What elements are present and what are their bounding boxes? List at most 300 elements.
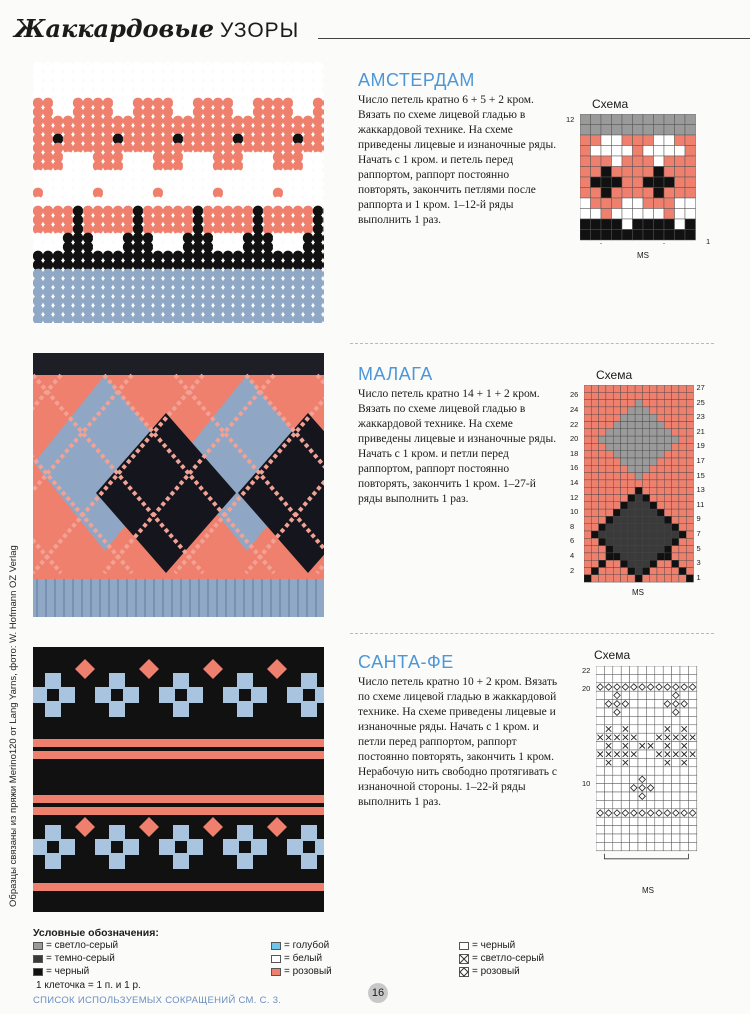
schema-cell xyxy=(642,546,649,553)
schema-cell xyxy=(672,666,680,674)
stitch xyxy=(323,296,324,307)
schema-cell xyxy=(622,167,633,178)
schema-cell xyxy=(679,516,686,523)
schema-cell xyxy=(601,146,612,157)
schema-cell xyxy=(628,422,635,429)
schema-cell xyxy=(655,792,663,800)
schema-cell xyxy=(630,691,638,699)
schema-cell xyxy=(591,422,598,429)
schema-cell xyxy=(622,188,633,199)
schema-cell xyxy=(672,742,680,750)
schema-cell xyxy=(606,575,613,582)
schema-cell xyxy=(596,817,604,825)
schema-cell xyxy=(580,114,591,125)
schema-cell xyxy=(621,524,628,531)
schema-cell xyxy=(672,784,680,792)
schema-cell xyxy=(686,436,693,443)
schema-cell xyxy=(612,135,623,146)
schema-cell xyxy=(613,451,620,458)
schema-cell xyxy=(664,502,671,509)
schema-cell xyxy=(613,716,621,724)
stitch xyxy=(233,314,243,323)
schema-cell xyxy=(664,487,671,494)
schema-cell xyxy=(628,436,635,443)
row-number: 4 xyxy=(570,550,575,560)
divider xyxy=(350,633,714,634)
schema-cell xyxy=(680,817,688,825)
schema-cell xyxy=(672,725,680,733)
schema-cell xyxy=(672,553,679,560)
swatch-diamond xyxy=(459,967,469,977)
schema-cell xyxy=(642,480,649,487)
schema-cell xyxy=(642,531,649,538)
schema-cell xyxy=(654,135,665,146)
schema-cell xyxy=(628,553,635,560)
schema-cell xyxy=(654,230,665,241)
schema-cell xyxy=(657,575,664,582)
schema-cell xyxy=(679,429,686,436)
schema-cell xyxy=(642,451,649,458)
schema-cell xyxy=(613,792,621,800)
row-number: 2 xyxy=(570,565,575,575)
schema-cell xyxy=(613,407,620,414)
schema-cell xyxy=(679,451,686,458)
schema-cell xyxy=(599,524,606,531)
schema-cell xyxy=(630,817,638,825)
schema-cell xyxy=(591,465,598,472)
schema-cell xyxy=(584,465,591,472)
schema-cell xyxy=(633,188,644,199)
schema-cell xyxy=(606,516,613,523)
motif xyxy=(45,853,61,869)
schema-cell xyxy=(679,560,686,567)
schema-cell xyxy=(650,509,657,516)
row-number: 15 xyxy=(696,470,705,480)
row-number: 14 xyxy=(570,477,579,487)
schema-cell xyxy=(591,146,602,157)
schema-cell xyxy=(672,458,679,465)
schema-cell xyxy=(672,407,679,414)
schema-cell xyxy=(591,414,598,421)
schema-cell xyxy=(584,480,591,487)
schema-cell xyxy=(679,436,686,443)
schema-cell xyxy=(663,666,671,674)
schema-cell xyxy=(584,531,591,538)
schema-cell xyxy=(633,135,644,146)
schema-cell xyxy=(688,725,696,733)
schema-cell xyxy=(621,531,628,538)
stitch xyxy=(223,314,233,323)
schema-cell xyxy=(664,436,671,443)
schema-cell xyxy=(635,524,642,531)
stripe xyxy=(33,807,324,815)
schema-cell xyxy=(599,465,606,472)
row-number: 1 xyxy=(706,237,711,246)
schema-cell xyxy=(679,443,686,450)
schema-cell xyxy=(672,487,679,494)
row-number: 17 xyxy=(696,456,705,465)
schema-cell xyxy=(654,156,665,167)
schema-cell xyxy=(591,407,598,414)
schema-cell xyxy=(663,674,671,682)
schema-cell xyxy=(613,568,620,575)
stitch xyxy=(323,224,324,235)
motif-center xyxy=(48,842,58,852)
schema-cell xyxy=(650,385,657,392)
ms-label: MS xyxy=(632,588,644,597)
schema-cell xyxy=(650,436,657,443)
schema-cell xyxy=(612,177,623,188)
schema-cell xyxy=(657,538,664,545)
stitch xyxy=(173,314,183,323)
schema-cell xyxy=(672,842,680,850)
row-number: 1 xyxy=(696,572,701,582)
stitch xyxy=(33,314,43,323)
schema-cell xyxy=(664,422,671,429)
schema-cell xyxy=(606,385,613,392)
row-number: 19 xyxy=(696,441,705,451)
stitch xyxy=(213,314,223,323)
schema-cell xyxy=(646,767,654,775)
schema-cell xyxy=(628,400,635,407)
schema-cell xyxy=(663,842,671,850)
schema-cell xyxy=(630,708,638,716)
schema-cell xyxy=(679,502,686,509)
schema-cell xyxy=(635,414,642,421)
schema-cell xyxy=(599,495,606,502)
schema-cell xyxy=(599,568,606,575)
schema-cell xyxy=(642,407,649,414)
schema-cell xyxy=(604,674,612,682)
schema-cell xyxy=(679,524,686,531)
schema-cell xyxy=(621,487,628,494)
schema-cell xyxy=(628,538,635,545)
schema-cell xyxy=(604,775,612,783)
photo-malaga xyxy=(33,353,324,617)
schema-cell xyxy=(688,666,696,674)
schema-cell xyxy=(606,568,613,575)
schema-cell xyxy=(663,767,671,775)
schema-cell xyxy=(621,516,628,523)
schema-cell xyxy=(591,429,598,436)
schema-cell xyxy=(613,817,621,825)
schema-label: Схема xyxy=(596,368,633,382)
schema-cell xyxy=(642,414,649,421)
schema-cell xyxy=(599,407,606,414)
stitch xyxy=(43,314,53,323)
schema-cell xyxy=(655,716,663,724)
legend-item: = светло-серый xyxy=(459,953,544,964)
schema-cell xyxy=(630,742,638,750)
schema-cell xyxy=(633,230,644,241)
schema-cell xyxy=(643,188,654,199)
schema-cell xyxy=(664,198,675,209)
schema-cell xyxy=(664,553,671,560)
schema-cell xyxy=(664,400,671,407)
schema-cell xyxy=(672,531,679,538)
schema-cell xyxy=(613,487,620,494)
schema-cell xyxy=(664,230,675,241)
schema-cell xyxy=(664,538,671,545)
schema-cell xyxy=(642,516,649,523)
schema-cell xyxy=(679,480,686,487)
schema-cell xyxy=(672,392,679,399)
schema-cell xyxy=(621,575,628,582)
schema-cell xyxy=(663,716,671,724)
schema-cell xyxy=(655,708,663,716)
schema-cell xyxy=(688,674,696,682)
schema-cell xyxy=(596,834,604,842)
schema-cell xyxy=(663,834,671,842)
schema-cell xyxy=(584,538,591,545)
schema-cell xyxy=(604,708,612,716)
schema-cell xyxy=(686,458,693,465)
schema-cell xyxy=(584,560,591,567)
schema-cell xyxy=(654,198,665,209)
schema-cell xyxy=(686,575,693,582)
schema-cell xyxy=(680,691,688,699)
schema-cell xyxy=(628,495,635,502)
schema-cell xyxy=(664,146,675,157)
schema-cell xyxy=(621,826,629,834)
schema-cell xyxy=(657,553,664,560)
schema-cell xyxy=(664,524,671,531)
schema-cell xyxy=(643,209,654,220)
schema-cell xyxy=(635,392,642,399)
row-number: 11 xyxy=(696,499,705,509)
schema-cell xyxy=(606,480,613,487)
schema-cell xyxy=(612,230,623,241)
section-title: МАЛАГА xyxy=(358,364,433,384)
schema-cell xyxy=(664,451,671,458)
stitch xyxy=(323,125,324,136)
schema-cell xyxy=(655,842,663,850)
schema-cell xyxy=(635,531,642,538)
schema-cell xyxy=(630,716,638,724)
schema-cell xyxy=(646,708,654,716)
schema-cell xyxy=(688,708,696,716)
schema-cell xyxy=(628,531,635,538)
schema-cell xyxy=(642,458,649,465)
knit-band xyxy=(33,353,324,375)
schema-cell xyxy=(613,784,621,792)
schema-cell xyxy=(679,422,686,429)
schema-cell xyxy=(635,443,642,450)
schema-cell xyxy=(672,674,680,682)
schema-cell xyxy=(628,560,635,567)
schema-cell xyxy=(628,502,635,509)
schema-cell xyxy=(650,465,657,472)
stripe xyxy=(33,739,324,747)
photo-credit: Образцы связаны из пряжи Merino120 от Lang Yarns, фото: W. Hofmann OZ Verlag xyxy=(8,545,19,907)
schema-cell xyxy=(638,716,646,724)
motif xyxy=(173,825,189,841)
schema-cell xyxy=(591,385,598,392)
schema-cell xyxy=(685,198,696,209)
schema-cell xyxy=(613,767,621,775)
schema-cell xyxy=(591,209,602,220)
motif-center xyxy=(240,690,250,700)
schema-cell xyxy=(584,407,591,414)
schema-cell xyxy=(601,188,612,199)
schema-cell xyxy=(584,575,591,582)
schema-cell xyxy=(638,767,646,775)
schema-cell xyxy=(621,407,628,414)
motif xyxy=(173,701,189,717)
schema-cell xyxy=(622,219,633,230)
schema-cell xyxy=(638,842,646,850)
motif xyxy=(109,853,125,869)
schema-cell xyxy=(580,230,591,241)
schema-cell xyxy=(599,436,606,443)
schema-cell xyxy=(606,465,613,472)
ms-bracket xyxy=(601,243,664,244)
schema-cell xyxy=(686,407,693,414)
schema-cell xyxy=(642,575,649,582)
schema-cell xyxy=(606,451,613,458)
schema-cell xyxy=(612,146,623,157)
schema-cell xyxy=(657,516,664,523)
stitch xyxy=(273,314,283,323)
schema-cell xyxy=(646,826,654,834)
schema-cell xyxy=(601,230,612,241)
schema-cell xyxy=(599,553,606,560)
schema-cell xyxy=(638,666,646,674)
schema-cell xyxy=(672,400,679,407)
schema-cell xyxy=(596,784,604,792)
schema-cell xyxy=(606,553,613,560)
schema-cell xyxy=(621,716,629,724)
schema-cell xyxy=(580,156,591,167)
schema-cell xyxy=(664,509,671,516)
schema-cell xyxy=(685,230,696,241)
row-number: 25 xyxy=(696,397,705,407)
schema-cell xyxy=(657,436,664,443)
schema-cell xyxy=(613,666,621,674)
schema-cell xyxy=(642,422,649,429)
schema-cell xyxy=(638,725,646,733)
schema-cell xyxy=(612,125,623,136)
schema-cell xyxy=(686,524,693,531)
schema-cell xyxy=(663,800,671,808)
stitch xyxy=(323,170,324,181)
schema-cell xyxy=(606,392,613,399)
section-title: САНТА-ФЕ xyxy=(358,652,454,672)
schema-cell xyxy=(604,842,612,850)
schema-cell xyxy=(672,560,679,567)
schema-cell xyxy=(630,826,638,834)
schema-label: Схема xyxy=(594,648,631,662)
schema-cell xyxy=(606,531,613,538)
schema-cell xyxy=(628,524,635,531)
schema-cell xyxy=(604,716,612,724)
schema-cell xyxy=(642,465,649,472)
schema-cell xyxy=(675,177,686,188)
schema-cell xyxy=(635,546,642,553)
legend-item: = белый xyxy=(271,953,322,964)
schema-cell xyxy=(675,135,686,146)
schema-cell xyxy=(672,834,680,842)
schema-cell xyxy=(599,429,606,436)
schema-cell xyxy=(642,495,649,502)
motif xyxy=(59,839,75,855)
schema-cell xyxy=(672,775,680,783)
row-number: 20 xyxy=(570,434,579,444)
schema-cell xyxy=(646,733,654,741)
schema-cell xyxy=(686,487,693,494)
schema-cell xyxy=(650,553,657,560)
stitch xyxy=(193,314,203,323)
schema-cell xyxy=(657,480,664,487)
schema-cell xyxy=(680,834,688,842)
schema-cell xyxy=(650,473,657,480)
schema-cell xyxy=(628,414,635,421)
row-number: 22 xyxy=(582,666,591,675)
schema-cell xyxy=(596,700,604,708)
motif xyxy=(287,687,303,703)
schema-cell xyxy=(599,516,606,523)
motif xyxy=(109,701,125,717)
schema-cell xyxy=(612,188,623,199)
stitch xyxy=(123,314,133,323)
schema-cell xyxy=(657,487,664,494)
schema-cell xyxy=(621,800,629,808)
schema-cell xyxy=(643,156,654,167)
schema-cell xyxy=(675,156,686,167)
schema-cell xyxy=(584,546,591,553)
schema-cell xyxy=(664,458,671,465)
schema-cell xyxy=(613,538,620,545)
schema-cell xyxy=(613,473,620,480)
schema-cell xyxy=(633,219,644,230)
stitch xyxy=(323,242,324,253)
schema-cell xyxy=(688,742,696,750)
schema-cell xyxy=(664,465,671,472)
schema-cell xyxy=(664,495,671,502)
schema-cell xyxy=(657,385,664,392)
schema-cell xyxy=(621,834,629,842)
schema-cell xyxy=(679,414,686,421)
row-number: 10 xyxy=(570,507,579,517)
swatch-black-empty xyxy=(459,942,469,950)
schema-cell xyxy=(613,546,620,553)
schema-cell xyxy=(664,156,675,167)
schema-cell xyxy=(642,473,649,480)
schema-cell xyxy=(604,817,612,825)
row-number: 10 xyxy=(582,779,591,788)
ms-label: MS xyxy=(637,251,649,260)
schema-cell xyxy=(680,842,688,850)
schema-cell xyxy=(613,531,620,538)
schema-cell xyxy=(591,531,598,538)
schema-cell xyxy=(612,114,623,125)
stripe xyxy=(33,795,324,803)
schema-cell xyxy=(635,407,642,414)
photo-amsterdam xyxy=(33,62,324,323)
schema-cell xyxy=(621,480,628,487)
row-number: 22 xyxy=(570,419,579,429)
schema-cell xyxy=(664,114,675,125)
schema-cell xyxy=(628,575,635,582)
schema-cell xyxy=(606,473,613,480)
schema-cell xyxy=(657,392,664,399)
row-number: 24 xyxy=(570,404,579,414)
motif xyxy=(187,687,203,703)
stitch xyxy=(103,314,113,323)
schema-cell xyxy=(686,495,693,502)
schema-cell xyxy=(601,209,612,220)
schema-cell xyxy=(638,691,646,699)
